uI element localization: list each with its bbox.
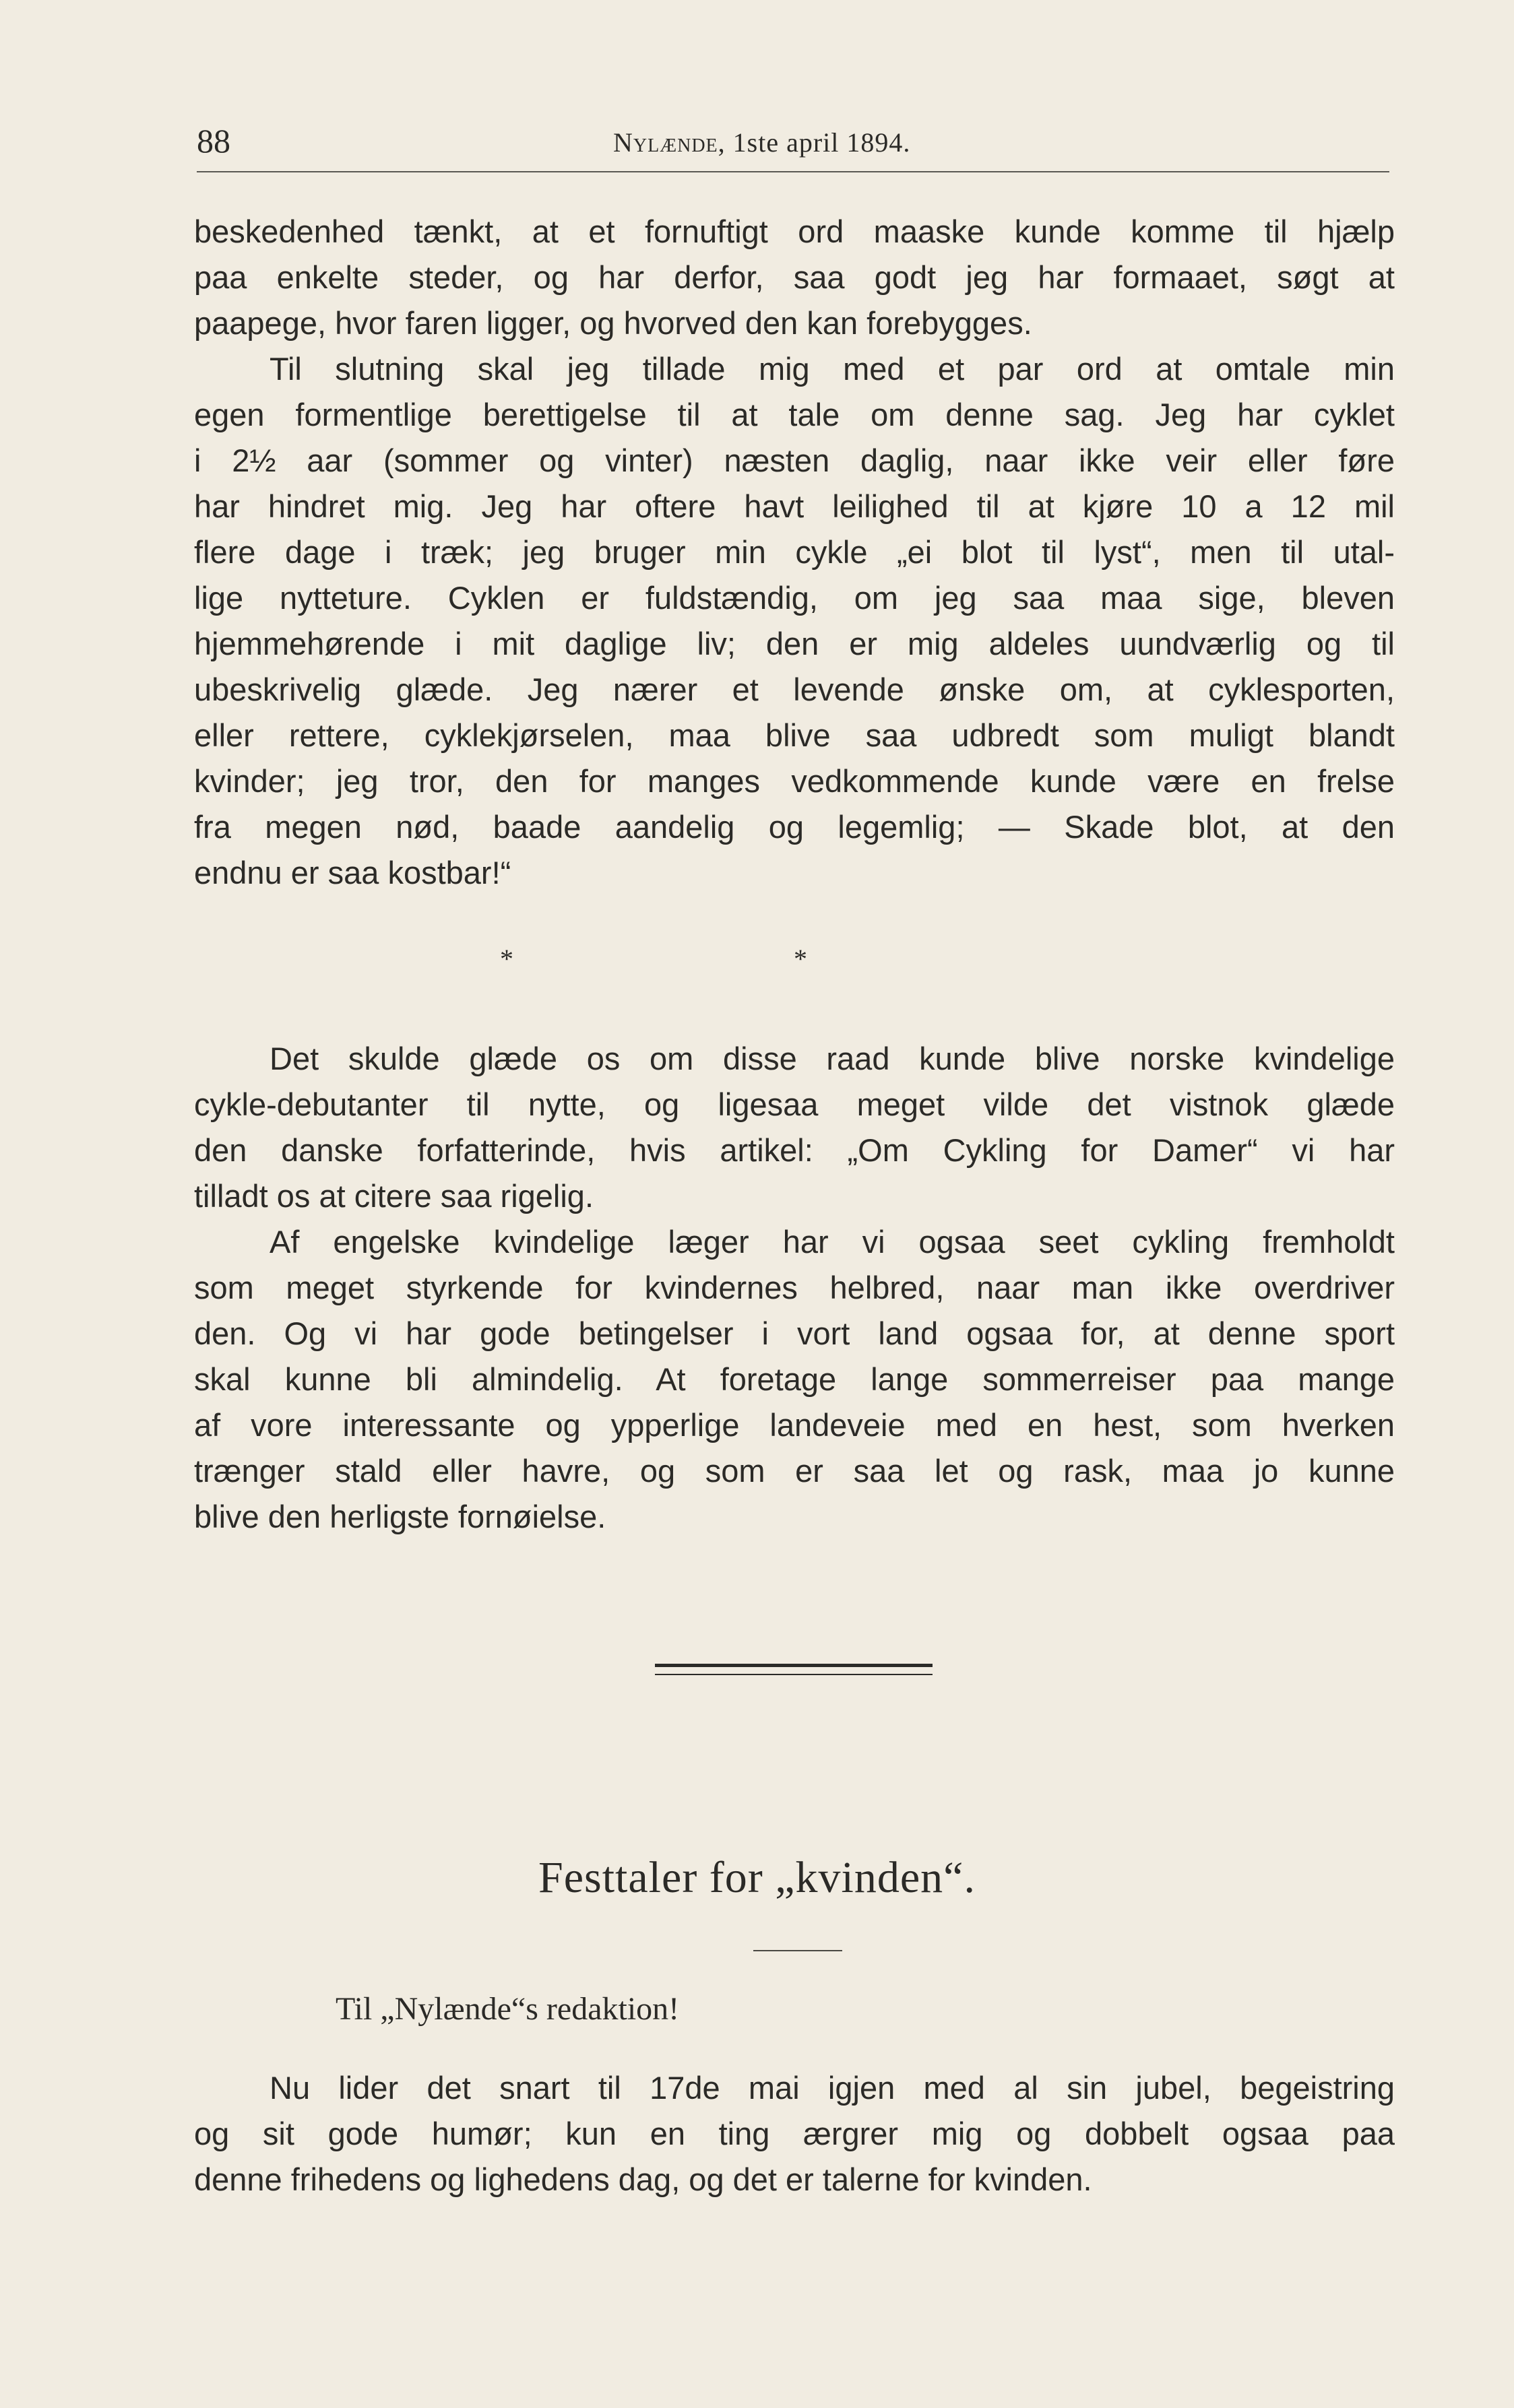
text-line: paapege, hvor faren ligger, og hvorved den kan forebygges. [194,305,1032,341]
text-line: som meget styrkende for kvindernes helbred, naar man ikke overdriver [194,1270,1395,1305]
text-line: fra megen nød, baade aandelig og legemlig; — Skade blot, at den [194,809,1395,845]
text-line: egen formentlige berettigelse til at tale om denne sag. Jeg har cyklet [194,397,1395,432]
text-line: har hindret mig. Jeg har oftere havt leilighed til at kjøre 10 a 12 mil [194,488,1395,524]
text-line: tilladt os at citere saa rigelig. [194,1178,594,1214]
text-line: Til slutning skal jeg tillade mig med et par ord at omtale min [270,351,1395,387]
asterisk: * [794,944,807,974]
asterisk: * [500,944,513,974]
text-line: Af engelske kvindelige læger har vi ogsaa seet cykling fremholdt [270,1224,1395,1260]
text-line: ubeskrivelig glæde. Jeg nærer et levende ønske om, at cyklesporten, [194,672,1395,707]
section-separator [0,943,1514,974]
salutation: Til „Nylænde“s redaktion! [336,1991,680,2027]
issue-date: , 1ste april 1894. [718,127,911,158]
title-underline [753,1950,842,1951]
text-block-1 [194,209,1395,896]
journal-name: Nylænde [613,127,718,158]
text-block-3 [194,2065,1395,2203]
running-head [613,127,910,158]
text-line: trænger stald eller havre, og som er saa let og rask, maa jo kunne [194,1453,1395,1489]
text-line: af vore interessante og ypperlige landeveie med en hest, som hverken [194,1407,1395,1443]
text-block-2 [194,1036,1395,1540]
text-line: denne frihedens og lighedens dag, og det er talerne for kvinden. [194,2161,1092,2197]
text-line: den danske forfatterinde, hvis artikel: „Om Cykling for Damer“ vi har [194,1132,1395,1168]
text-line: eller rettere, cyklekjørselen, maa blive saa udbredt som muligt blandt [194,717,1395,753]
text-line: beskedenhed tænkt, at et fornuftigt ord maaske kunde komme til hjælp [194,214,1395,249]
text-line: skal kunne bli almindelig. At foretage lange sommerreiser paa mange [194,1361,1395,1397]
text-line: og sit gode humør; kun en ting ærgrer mig og dobbelt ogsaa paa [194,2116,1395,2151]
text-line: lige nytteture. Cyklen er fuldstændig, om jeg saa maa sige, bleven [194,580,1395,616]
text-line: kvinder; jeg tror, den for manges vedkommende kunde være en frelse [194,763,1395,799]
article-title: Festtaler for „kvinden“. [538,1853,976,1902]
text-line: blive den herligste fornøielse. [194,1499,606,1534]
text-line: den. Og vi har gode betingelser i vort land ogsaa for, at denne sport [194,1315,1395,1351]
text-line: hjemmehørende i mit daglige liv; den er mig aldeles uundværlig og til [194,626,1395,661]
text-line: Nu lider det snart til 17de mai igjen med al sin jubel, begeistring [270,2070,1395,2106]
page-header [197,121,1389,172]
text-line: flere dage i træk; jeg bruger min cykle „ei blot til lyst“, men til utal- [194,534,1395,570]
page-number: 88 [197,122,230,160]
text-line: Det skulde glæde os om disse raad kunde blive norske kvindelige [270,1041,1395,1076]
text-line: i 2½ aar (sommer og vinter) næsten daglig, naar ikke veir eller føre [194,443,1395,478]
text-line: endnu er saa kostbar!“ [194,855,511,890]
double-rule-divider [655,1664,933,1675]
text-line: cykle-debutanter til nytte, og ligesaa meget vilde det vistnok glæde [194,1086,1395,1122]
text-line: paa enkelte steder, og har derfor, saa godt jeg har formaaet, søgt at [194,259,1395,295]
